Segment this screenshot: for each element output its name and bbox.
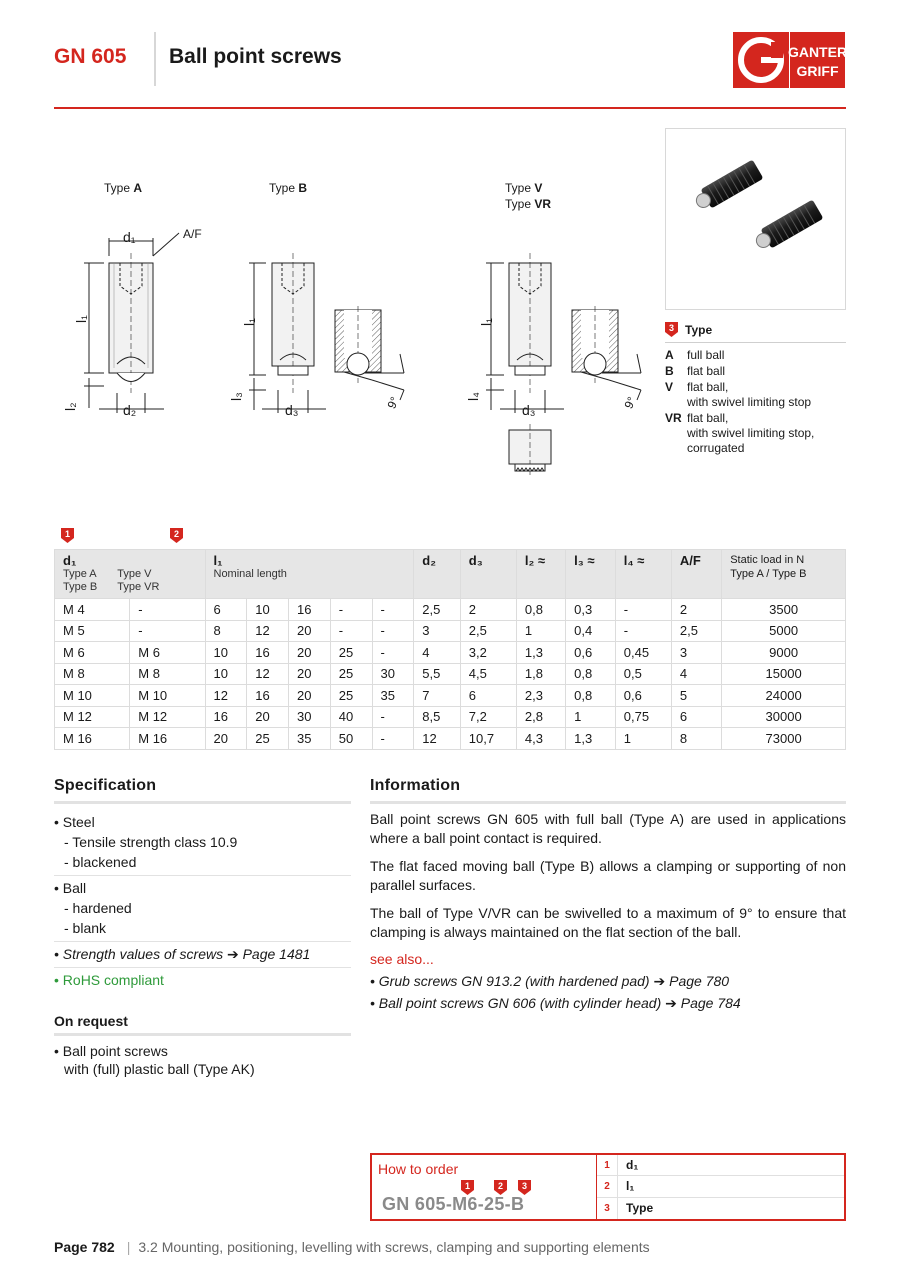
page-number: Page 782 bbox=[54, 1239, 115, 1255]
table-cell: 2,5 bbox=[414, 599, 461, 621]
table-row bbox=[55, 642, 846, 664]
table-cell: 1,3 bbox=[516, 642, 565, 664]
table-cell: - bbox=[372, 706, 414, 728]
table-cell: 25 bbox=[330, 685, 372, 707]
order-key-row: 1 d₁ bbox=[597, 1155, 844, 1176]
table-cell: 25 bbox=[330, 642, 372, 664]
table-cell: M 16 bbox=[55, 728, 130, 750]
col-l3: l₃ ≈ bbox=[566, 550, 616, 599]
on-request-title: On request bbox=[54, 1013, 351, 1036]
table-cell: 35 bbox=[372, 685, 414, 707]
table-cell: 2,3 bbox=[516, 685, 565, 707]
technical-drawings bbox=[54, 128, 644, 498]
order-marker-1-icon: 1 bbox=[461, 1180, 474, 1195]
dim-l1-a: l₁ bbox=[73, 315, 89, 323]
type-legend bbox=[665, 322, 846, 457]
table-cell: 2,5 bbox=[671, 620, 721, 642]
type-a-drawing bbox=[84, 233, 179, 413]
table-cell: 6 bbox=[671, 706, 721, 728]
order-title: How to order bbox=[378, 1161, 459, 1177]
col-af: A/F bbox=[671, 550, 721, 599]
type-b-drawing bbox=[249, 253, 404, 413]
dim-d3-b: d₃ bbox=[285, 402, 299, 418]
table-cell: 8 bbox=[671, 728, 721, 750]
page-title: Ball point screws bbox=[169, 45, 342, 68]
col-d3: d₃ bbox=[460, 550, 516, 599]
information-section bbox=[370, 777, 846, 1014]
table-cell: 5,5 bbox=[414, 663, 461, 685]
order-marker-3-icon: 3 bbox=[518, 1180, 531, 1195]
dim-d2: d₂ bbox=[123, 402, 137, 418]
table-cell: 0,8 bbox=[516, 599, 565, 621]
table-cell: 20 bbox=[289, 685, 331, 707]
col-d1: d₁ Type A Type B Type V Type VR bbox=[55, 550, 206, 599]
on-request: On request • Ball point screws with (full) plastic ball (Type AK) bbox=[54, 1013, 351, 1078]
col-l4: l₄ ≈ bbox=[615, 550, 671, 599]
type-legend-item: A full ball bbox=[665, 348, 725, 362]
table-row bbox=[55, 685, 846, 707]
table-cell: 6 bbox=[460, 685, 516, 707]
table-cell: - bbox=[615, 599, 671, 621]
table-cell: 30000 bbox=[722, 706, 846, 728]
type-v-drawing bbox=[486, 253, 641, 478]
dim-angle-v: 9° bbox=[621, 394, 639, 411]
table-cell: 16 bbox=[289, 599, 331, 621]
table-cell: 12 bbox=[205, 685, 247, 707]
order-code: GN 605-M6-25-B bbox=[382, 1194, 525, 1214]
table-cell: 3,2 bbox=[460, 642, 516, 664]
type-legend-item: B flat ball bbox=[665, 364, 726, 378]
table-cell: M 10 bbox=[55, 685, 130, 707]
table-cell: 40 bbox=[330, 706, 372, 728]
spec-strength-link[interactable]: • Strength values of screws ➔ Page 1481 bbox=[54, 942, 351, 968]
table-cell: 20 bbox=[289, 620, 331, 642]
col-l1: l₁ Nominal length bbox=[205, 550, 414, 599]
see-also-label: see also... bbox=[370, 951, 434, 967]
table-cell: 9000 bbox=[722, 642, 846, 664]
table-row bbox=[55, 706, 846, 728]
table-cell: 1,3 bbox=[566, 728, 616, 750]
table-cell: 7,2 bbox=[460, 706, 516, 728]
dim-l1-v: l₁ bbox=[478, 318, 494, 326]
table-cell: 16 bbox=[247, 685, 289, 707]
information-title: Information bbox=[370, 777, 846, 804]
table-cell: 0,5 bbox=[615, 663, 671, 685]
col-static-load: Static load in N Type A / Type B bbox=[722, 550, 846, 599]
table-cell: 1 bbox=[566, 706, 616, 728]
marker-3-icon: 3 bbox=[665, 322, 678, 337]
table-cell: - bbox=[130, 620, 205, 642]
table-cell: 30 bbox=[289, 706, 331, 728]
dim-d1: d₁ bbox=[123, 229, 136, 245]
table-cell: 1 bbox=[615, 728, 671, 750]
table-cell: - bbox=[615, 620, 671, 642]
type-b-label: Type B bbox=[269, 181, 308, 195]
table-cell: - bbox=[372, 728, 414, 750]
table-cell: 3 bbox=[671, 642, 721, 664]
table-cell: 10 bbox=[205, 663, 247, 685]
dim-d3-v: d₃ bbox=[522, 402, 536, 418]
order-key bbox=[596, 1155, 844, 1219]
type-legend-title: Type bbox=[685, 322, 713, 337]
page-footer: Page 782 | 3.2 Mounting, positioning, levelling with screws, clamping and supporting elements bbox=[54, 1239, 650, 1255]
table-cell: - bbox=[372, 642, 414, 664]
table-cell: 10,7 bbox=[460, 728, 516, 750]
table-cell: 30 bbox=[372, 663, 414, 685]
table-cell: 7 bbox=[414, 685, 461, 707]
table-cell: - bbox=[372, 620, 414, 642]
dim-l4-v: l₄ bbox=[465, 392, 481, 401]
table-cell: 12 bbox=[247, 663, 289, 685]
table-cell: 10 bbox=[247, 599, 289, 621]
table-cell: M 12 bbox=[55, 706, 130, 728]
page-header bbox=[54, 40, 846, 96]
marker-1-icon: 1 bbox=[61, 528, 74, 543]
table-cell: 2 bbox=[671, 599, 721, 621]
table-cell: 10 bbox=[205, 642, 247, 664]
table-row bbox=[55, 599, 846, 621]
dim-l2: l₂ bbox=[62, 402, 78, 411]
type-v-label: Type V bbox=[505, 181, 543, 195]
table-cell: 0,6 bbox=[615, 685, 671, 707]
table-cell: - bbox=[330, 620, 372, 642]
info-paragraph: The flat faced moving ball (Type B) allows a clamping or supporting of non parallel surfaces. bbox=[370, 858, 846, 893]
col-d2: d₂ bbox=[414, 550, 461, 599]
how-to-order-box bbox=[370, 1153, 846, 1221]
table-cell: 0,4 bbox=[566, 620, 616, 642]
table-cell: 2,5 bbox=[460, 620, 516, 642]
product-photo bbox=[665, 128, 846, 310]
table-cell: 5 bbox=[671, 685, 721, 707]
table-cell: 12 bbox=[414, 728, 461, 750]
info-paragraph: Ball point screws GN 605 with full ball (Type A) are used in applications where a ball point contact is required. bbox=[370, 811, 846, 846]
table-cell: 20 bbox=[289, 642, 331, 664]
table-cell: 0,6 bbox=[566, 642, 616, 664]
table-cell: 16 bbox=[205, 706, 247, 728]
table-cell: 12 bbox=[247, 620, 289, 642]
table-cell: - bbox=[372, 599, 414, 621]
table-row bbox=[55, 728, 846, 750]
table-cell: 1 bbox=[516, 620, 565, 642]
type-a-label: Type A bbox=[104, 181, 143, 195]
table-cell: 1,8 bbox=[516, 663, 565, 685]
dimensions-table bbox=[54, 549, 846, 750]
dim-af: A/F bbox=[183, 227, 202, 241]
order-marker-2-icon: 2 bbox=[494, 1180, 507, 1195]
table-cell: 4,5 bbox=[460, 663, 516, 685]
table-cell: 6 bbox=[205, 599, 247, 621]
col-l2: l₂ ≈ bbox=[516, 550, 565, 599]
table-cell: 20 bbox=[247, 706, 289, 728]
header-divider bbox=[154, 32, 156, 86]
brand-logo bbox=[733, 32, 845, 88]
table-cell: 4 bbox=[671, 663, 721, 685]
table-cell: 15000 bbox=[722, 663, 846, 685]
table-cell: M 6 bbox=[55, 642, 130, 664]
specification-section bbox=[54, 777, 351, 1078]
product-code: GN 605 bbox=[54, 45, 127, 68]
table-cell: M 10 bbox=[130, 685, 205, 707]
dim-l1-b: l₁ bbox=[241, 318, 257, 326]
table-cell: 0,8 bbox=[566, 663, 616, 685]
table-cell: M 6 bbox=[130, 642, 205, 664]
table-cell: M 5 bbox=[55, 620, 130, 642]
brand-line1: GANTER bbox=[787, 44, 845, 60]
table-cell: 0,45 bbox=[615, 642, 671, 664]
table-cell: 73000 bbox=[722, 728, 846, 750]
dim-angle-b: 9° bbox=[384, 394, 402, 411]
table-cell: 3 bbox=[414, 620, 461, 642]
table-cell: 0,75 bbox=[615, 706, 671, 728]
type-legend-header bbox=[665, 322, 846, 343]
table-cell: - bbox=[330, 599, 372, 621]
table-cell: 2,8 bbox=[516, 706, 565, 728]
section-title: 3.2 Mounting, positioning, levelling with screws, clamping and supporting elements bbox=[138, 1239, 650, 1255]
table-cell: 50 bbox=[330, 728, 372, 750]
see-also-link[interactable]: • Ball point screws GN 606 (with cylinder head) ➔ Page 784 bbox=[370, 995, 741, 1011]
type-legend-item: V flat ball, with swivel limiting stop bbox=[665, 380, 812, 409]
type-vr-label: Type VR bbox=[505, 197, 552, 211]
table-cell: 24000 bbox=[722, 685, 846, 707]
table-cell: 8,5 bbox=[414, 706, 461, 728]
spec-steel: • Steel - Tensile strength class 10.9 - blackened bbox=[54, 810, 351, 876]
table-cell: 2 bbox=[460, 599, 516, 621]
table-cell: 20 bbox=[205, 728, 247, 750]
table-cell: 35 bbox=[289, 728, 331, 750]
table-cell: 16 bbox=[247, 642, 289, 664]
table-cell: M 8 bbox=[130, 663, 205, 685]
table-cell: 8 bbox=[205, 620, 247, 642]
table-cell: 3500 bbox=[722, 599, 846, 621]
table-row bbox=[55, 620, 846, 642]
table-cell: 5000 bbox=[722, 620, 846, 642]
table-cell: M 16 bbox=[130, 728, 205, 750]
table-cell: 0,8 bbox=[566, 685, 616, 707]
table-markers bbox=[54, 528, 846, 546]
table-cell: M 12 bbox=[130, 706, 205, 728]
info-paragraph: The ball of Type V/VR can be swivelled to a maximum of 9° to ensure that clamping is always maintained on the flat section of the ball. bbox=[370, 905, 846, 940]
order-key-row: 3 Type bbox=[597, 1198, 844, 1219]
dim-l3-b: l₃ bbox=[228, 392, 244, 401]
table-row bbox=[55, 663, 846, 685]
spec-ball: • Ball - hardened - blank bbox=[54, 876, 351, 942]
table-cell: 20 bbox=[289, 663, 331, 685]
table-cell: 4 bbox=[414, 642, 461, 664]
table-cell: - bbox=[130, 599, 205, 621]
table-cell: 4,3 bbox=[516, 728, 565, 750]
order-key-row: 2 l₁ bbox=[597, 1176, 844, 1197]
table-cell: M 8 bbox=[55, 663, 130, 685]
specification-title: Specification bbox=[54, 777, 351, 804]
table-cell: 0,3 bbox=[566, 599, 616, 621]
see-also-link[interactable]: • Grub screws GN 913.2 (with hardened pad) ➔ Page 780 bbox=[370, 973, 730, 989]
table-cell: 25 bbox=[247, 728, 289, 750]
spec-rohs: • RoHS compliant bbox=[54, 972, 164, 988]
header-rule bbox=[54, 107, 846, 109]
table-cell: M 4 bbox=[55, 599, 130, 621]
brand-line2: GRIFF bbox=[796, 63, 839, 79]
type-legend-item: VR flat ball, with swivel limiting stop, corrugated bbox=[665, 411, 815, 455]
marker-2-icon: 2 bbox=[170, 528, 183, 543]
table-cell: 25 bbox=[330, 663, 372, 685]
